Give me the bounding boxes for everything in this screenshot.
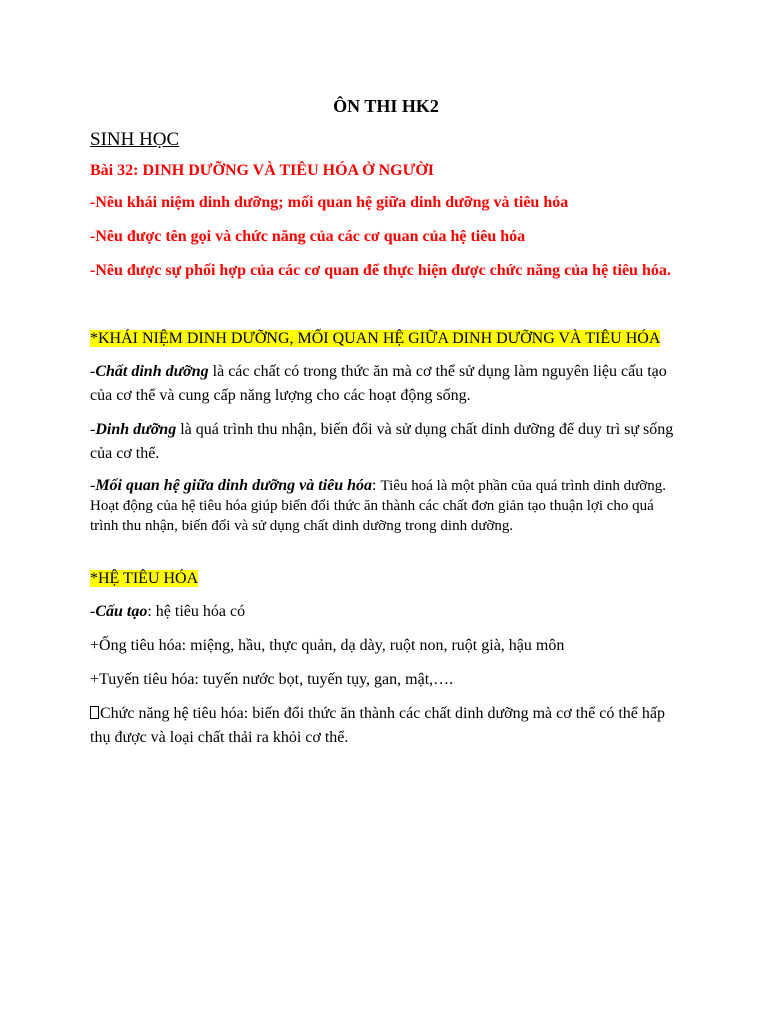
definition-relationship: Tiêu hoá là một phần của quá trình dinh dưỡng. Hoạt động của hệ tiêu hóa giúp biến đổi thức ăn thành các chất đơn giản tạo thuận lợi cho quá trình thu nhận, biến đổi và sử dụng chất dinh dưỡng trong dinh dưỡng. [90, 478, 666, 534]
colon: : [372, 477, 381, 494]
lesson-title: Bài 32: DINH DƯỠNG VÀ TIÊU HÓA Ở NGƯỜI [90, 162, 435, 179]
paragraph-digestive-tract: +Ống tiêu hóa: miệng, hầu, thực quản, dạ dày, ruột non, ruột già, hậu môn [90, 637, 565, 654]
paragraph-digestive-glands: +Tuyến tiêu hóa: tuyến nước bọt, tuyến tụy, gan, mật,…. [90, 671, 454, 688]
section-heading-digestive-system-text: *HỆ TIÊU HÓA [90, 570, 199, 587]
definition-nutrition: là quá trình thu nhận, biến đổi và sử dụng chất dinh dưỡng để duy trì sự sống của cơ thể. [90, 421, 674, 462]
dash: - [90, 477, 96, 494]
section-heading-nutrition-text: *KHÁI NIỆM DINH DƯỠNG, MỐI QUAN HỆ GIỮA DINH DƯỠNG VÀ TIÊU HÓA [90, 330, 661, 347]
function-text: Chức năng hệ tiêu hóa: biến đổi thức ăn thành các chất dinh dưỡng mà cơ thể có thể hấp thụ được và loại chất thải ra khỏi cơ thể. [90, 705, 665, 746]
dash: - [90, 603, 96, 620]
subject-heading: SINH HỌC [90, 129, 180, 150]
objective-1: -Nêu khái niệm dinh dưỡng; mối quan hệ giữa dinh dưỡng và tiêu hóa [90, 194, 569, 211]
document-content [90, 94, 682, 760]
document-title: ÔN THI HK2 [333, 96, 439, 116]
dash: - [90, 363, 96, 380]
section-heading-nutrition [90, 326, 682, 352]
spacer [90, 546, 682, 566]
paragraph-nutrition [90, 418, 682, 466]
term-structure: Cấu tạo [95, 603, 148, 620]
definition-nutrients: là các chất có trong thức ăn mà cơ thể sử dụng làm nguyên liệu cấu tạo của cơ thể và cung cấp năng lượng cho các hoạt động sống. [90, 363, 667, 404]
section-heading-digestive-system [90, 566, 682, 592]
dash: - [90, 421, 96, 438]
missing-glyph-box-icon [90, 706, 99, 719]
spacer [90, 292, 682, 326]
paragraph-structure [90, 600, 682, 624]
objective-3: -Nêu được sự phối hợp của các cơ quan để thực hiện được chức năng của hệ tiêu hóa. [90, 262, 671, 279]
paragraph-relationship [90, 476, 682, 536]
term-relationship: Mối quan hệ giữa dinh dưỡng và tiêu hóa [95, 477, 373, 494]
term-nutrients: Chất dinh dưỡng [95, 363, 209, 380]
term-nutrition: Dinh dưỡng [95, 421, 177, 438]
paragraph-nutrients [90, 360, 682, 408]
structure-text: : hệ tiêu hóa có [147, 603, 246, 620]
paragraph-function [90, 702, 682, 750]
objective-2: -Nêu được tên gọi và chức năng của các cơ quan của hệ tiêu hóa [90, 228, 526, 245]
